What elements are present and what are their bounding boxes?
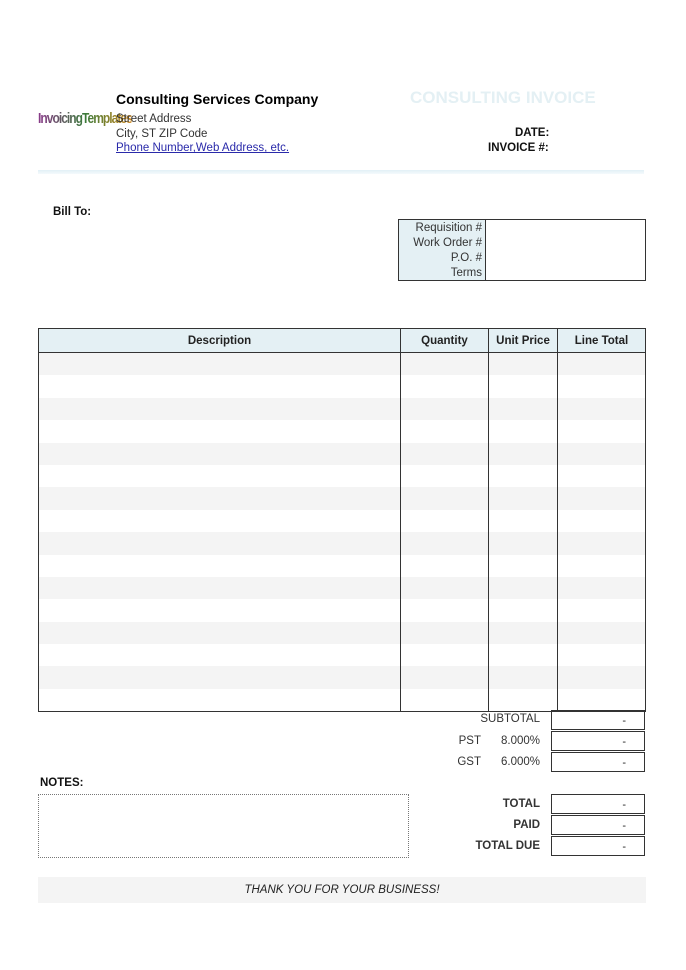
- quantity-cell[interactable]: [401, 465, 489, 487]
- quantity-cell[interactable]: [401, 487, 489, 509]
- table-row: [39, 420, 646, 442]
- unit-price-cell[interactable]: [489, 398, 558, 420]
- quantity-cell[interactable]: [401, 398, 489, 420]
- description-cell[interactable]: [39, 510, 401, 532]
- description-cell[interactable]: [39, 398, 401, 420]
- unit-price-cell[interactable]: [489, 420, 558, 442]
- quantity-cell[interactable]: [401, 644, 489, 666]
- table-row: [39, 487, 646, 509]
- paid-value[interactable]: -: [551, 815, 645, 835]
- company-name: Consulting Services Company: [116, 91, 319, 107]
- description-cell[interactable]: [39, 532, 401, 554]
- logo: InvoicingTemplates: [38, 110, 132, 127]
- table-row: [39, 465, 646, 487]
- description-cell[interactable]: [39, 622, 401, 644]
- requisition-label: Requisition #: [399, 220, 486, 236]
- invoice-title: CONSULTING INVOICE: [410, 88, 596, 107]
- unit-price-cell[interactable]: [489, 599, 558, 621]
- work-order-value[interactable]: [486, 235, 646, 250]
- table-row: [39, 622, 646, 644]
- unit-price-cell[interactable]: [489, 465, 558, 487]
- quantity-cell[interactable]: [401, 689, 489, 712]
- table-row: [39, 375, 646, 397]
- header-divider: [38, 170, 644, 174]
- description-cell[interactable]: [39, 443, 401, 465]
- unit-price-cell[interactable]: [489, 510, 558, 532]
- line-total-cell[interactable]: [558, 666, 646, 688]
- unit-price-cell[interactable]: [489, 644, 558, 666]
- line-total-cell[interactable]: [558, 465, 646, 487]
- total-due-value: -: [551, 836, 645, 856]
- table-row: [39, 443, 646, 465]
- po-value[interactable]: [486, 250, 646, 265]
- gst-value: -: [551, 752, 645, 772]
- invoice-number-label: INVOICE #:: [488, 142, 549, 154]
- quantity-cell[interactable]: [401, 510, 489, 532]
- line-total-cell[interactable]: [558, 689, 646, 712]
- line-items-table: [38, 328, 646, 712]
- line-total-cell[interactable]: [558, 532, 646, 554]
- quantity-cell[interactable]: [401, 555, 489, 577]
- gst-label: GST: [457, 756, 481, 768]
- description-cell[interactable]: [39, 644, 401, 666]
- line-total-cell[interactable]: [558, 420, 646, 442]
- description-cell[interactable]: [39, 375, 401, 397]
- table-row: [39, 666, 646, 688]
- col-line-total: Line Total: [558, 329, 646, 353]
- quantity-cell[interactable]: [401, 532, 489, 554]
- work-order-label: Work Order #: [399, 235, 486, 250]
- terms-value[interactable]: [486, 265, 646, 281]
- description-cell[interactable]: [39, 465, 401, 487]
- col-description: Description: [39, 329, 401, 353]
- total-label: TOTAL: [502, 798, 540, 810]
- notes-box[interactable]: [38, 794, 409, 858]
- description-cell[interactable]: [39, 420, 401, 442]
- table-row: [39, 644, 646, 666]
- unit-price-cell[interactable]: [489, 555, 558, 577]
- line-total-cell[interactable]: [558, 622, 646, 644]
- line-total-cell[interactable]: [558, 644, 646, 666]
- bill-to-label: Bill To:: [53, 206, 92, 218]
- col-quantity: Quantity: [401, 329, 489, 353]
- line-total-cell[interactable]: [558, 577, 646, 599]
- table-row: [39, 599, 646, 621]
- thank-you-banner: THANK YOU FOR YOUR BUSINESS!: [38, 877, 646, 903]
- notes-label: NOTES:: [40, 777, 84, 789]
- quantity-cell[interactable]: [401, 622, 489, 644]
- quantity-cell[interactable]: [401, 577, 489, 599]
- quantity-cell[interactable]: [401, 666, 489, 688]
- line-total-cell[interactable]: [558, 398, 646, 420]
- table-row: [39, 555, 646, 577]
- subtotal-label: SUBTOTAL: [480, 713, 540, 725]
- contact-link[interactable]: Phone Number,Web Address, etc.: [116, 142, 290, 154]
- description-cell[interactable]: [39, 689, 401, 712]
- gst-rate[interactable]: 6.000%: [500, 756, 540, 768]
- quantity-cell[interactable]: [401, 353, 489, 376]
- unit-price-cell[interactable]: [489, 622, 558, 644]
- col-unit-price: Unit Price: [489, 329, 558, 353]
- unit-price-cell[interactable]: [489, 577, 558, 599]
- total-value: -: [551, 794, 645, 814]
- quantity-cell[interactable]: [401, 375, 489, 397]
- unit-price-cell[interactable]: [489, 689, 558, 712]
- street-address: Street Address: [116, 113, 192, 125]
- description-cell[interactable]: [39, 666, 401, 688]
- line-total-cell[interactable]: [558, 487, 646, 509]
- unit-price-cell[interactable]: [489, 487, 558, 509]
- line-total-cell[interactable]: [558, 353, 646, 376]
- description-cell[interactable]: [39, 577, 401, 599]
- requisition-value[interactable]: [486, 220, 646, 236]
- line-total-cell[interactable]: [558, 510, 646, 532]
- table-row: [39, 689, 646, 712]
- quantity-cell[interactable]: [401, 420, 489, 442]
- description-cell[interactable]: [39, 555, 401, 577]
- line-total-cell[interactable]: [558, 443, 646, 465]
- unit-price-cell[interactable]: [489, 353, 558, 376]
- table-row: [39, 532, 646, 554]
- unit-price-cell[interactable]: [489, 666, 558, 688]
- subtotal-value: -: [551, 710, 645, 730]
- pst-label: PST: [458, 735, 481, 747]
- unit-price-cell[interactable]: [489, 532, 558, 554]
- pst-value: -: [551, 731, 645, 751]
- description-cell[interactable]: [39, 353, 401, 376]
- table-row: [39, 510, 646, 532]
- requisition-table: [398, 219, 646, 281]
- terms-label: Terms: [399, 265, 486, 281]
- total-due-label: TOTAL DUE: [475, 840, 540, 852]
- table-row: [39, 353, 646, 376]
- description-cell[interactable]: [39, 599, 401, 621]
- quantity-cell[interactable]: [401, 599, 489, 621]
- unit-price-cell[interactable]: [489, 443, 558, 465]
- pst-rate[interactable]: 8.000%: [500, 735, 540, 747]
- paid-label: PAID: [513, 819, 540, 831]
- quantity-cell[interactable]: [401, 443, 489, 465]
- description-cell[interactable]: [39, 487, 401, 509]
- line-total-cell[interactable]: [558, 599, 646, 621]
- unit-price-cell[interactable]: [489, 375, 558, 397]
- line-total-cell[interactable]: [558, 375, 646, 397]
- table-row: [39, 398, 646, 420]
- city-address: City, ST ZIP Code: [116, 128, 208, 140]
- date-label: DATE:: [515, 127, 550, 139]
- po-label: P.O. #: [399, 250, 486, 265]
- table-row: [39, 577, 646, 599]
- line-total-cell[interactable]: [558, 555, 646, 577]
